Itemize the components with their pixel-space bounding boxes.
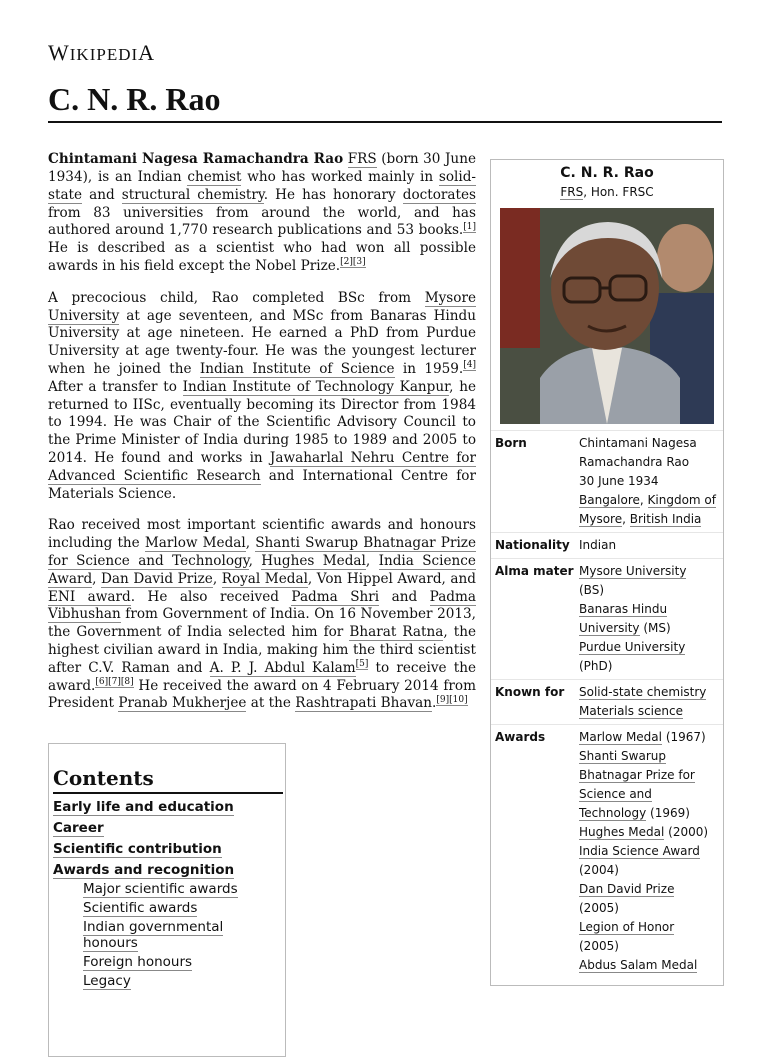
- ref-10[interactable]: [10]: [449, 694, 468, 705]
- infobox-row-awards: [491, 724, 723, 985]
- link-structural-chemistry[interactable]: structural chemistry: [121, 186, 264, 203]
- toc-item-scientific-contribution[interactable]: Scientific contribution: [53, 841, 222, 858]
- infobox-row-known-for: [491, 679, 723, 724]
- ref-7[interactable]: [7]: [108, 676, 121, 687]
- infobox-row-alma-mater: [491, 558, 723, 679]
- portrait-illustration: [500, 208, 714, 424]
- toc-subitem-governmental-honours[interactable]: Indian governmental honours: [83, 919, 224, 952]
- infobox-title: C. N. R. Rao: [560, 165, 654, 182]
- value-nationality: Indian: [579, 538, 617, 553]
- link-award-abdus-salam[interactable]: Abdus Salam Medal: [579, 958, 698, 973]
- label-known-for: Known for: [495, 685, 565, 700]
- link-bharat-ratna[interactable]: Bharat Ratna: [349, 624, 444, 641]
- label-awards: Awards: [495, 730, 546, 745]
- ref-9[interactable]: [9]: [436, 694, 450, 705]
- link-royal-medal[interactable]: Royal Medal: [221, 570, 308, 587]
- paragraph-intro: Chintamani Nagesa Ramachandra Rao FRS (born 30 June 1934), is an Indian chemist who has worked mainly in solid-state and structural chemistry. He has honorary doctorates from 83 universities from around the world, and has authored around 1,770 research publications and 53 books.[1] He is described as a scientist who had won all possible awards in his field except the Nobel Prize.[2][3]: [48, 151, 476, 274]
- link-rashtrapati-bhavan[interactable]: Rashtrapati Bhavan: [295, 695, 433, 712]
- link-bhatnagar-prize[interactable]: Shanti Swarup Bhatnagar Prize for Science and Technology: [48, 535, 476, 569]
- ref-5[interactable]: [5]: [355, 659, 369, 670]
- link-kingdom-of-mysore[interactable]: Kingdom of Mysore: [579, 493, 716, 527]
- paragraph-awards: Rao received most important scientific awards and honours including the Marlow Medal, Shanti Swarup Bhatnagar Prize for Science and Technology, Hughes Medal, India Science Award, Dan David Prize, Royal Medal, Von Hippel Award, and ENI award. He also received Padma Shri and Padma Vibhushan from Government of India. On 16 November 2013, the Government of India selected him for Bharat Ratna, the highest civilian award in India, making him the third scientist after C.V. Raman and A. P. J. Abdul Kalam[5] to receive the award.[6][7][8] He received the award on 4 February 2014 from President Pranab Mukherjee at the Rashtrapati Bhavan.[9][10]: [48, 517, 477, 712]
- link-alma-bhu[interactable]: Banaras Hindu University: [579, 602, 668, 636]
- toc-item-awards[interactable]: Awards and recognition: [53, 862, 235, 879]
- infobox-row-nationality: [491, 532, 723, 558]
- value-alma-mater: Mysore University (BS) Banaras Hindu University (MS) Purdue University (PhD): [579, 564, 687, 674]
- value-awards: Marlow Medal (1967) Shanti Swarup Bhatnagar Prize for Science and Technology (1969) Hughes Medal (2000) India Science Award (2004) Dan David Prize (2005) Legion of Honor (2005) Abdus Salam Medal: [579, 730, 709, 973]
- link-solid-state-chemistry[interactable]: Solid-state chemistry: [579, 685, 707, 700]
- ref-1[interactable]: [1]: [463, 221, 476, 232]
- ref-3[interactable]: [3]: [352, 257, 366, 268]
- toc-item-career[interactable]: Career: [53, 820, 104, 837]
- link-padma-shri[interactable]: Padma Shri: [291, 588, 380, 605]
- label-born: Born: [495, 436, 527, 451]
- link-dan-david-prize[interactable]: Dan David Prize: [101, 570, 213, 587]
- label-nationality: Nationality: [495, 538, 570, 553]
- subject-name: Chintamani Nagesa Ramachandra Rao: [48, 151, 344, 168]
- link-eni-award[interactable]: ENI award: [48, 588, 131, 605]
- link-padma-vibhushan[interactable]: Padma Vibhushan: [48, 588, 477, 623]
- link-chemist[interactable]: chemist: [187, 168, 242, 185]
- wikipedia-wordmark[interactable]: [48, 40, 722, 66]
- infobox-link-frs[interactable]: FRS: [560, 185, 584, 200]
- link-abdul-kalam[interactable]: A. P. J. Abdul Kalam: [209, 659, 356, 676]
- link-frs[interactable]: FRS: [347, 151, 377, 168]
- link-mysore-university[interactable]: Mysore University: [48, 289, 476, 324]
- link-award-marlow[interactable]: Marlow Medal: [579, 730, 662, 745]
- link-iisc[interactable]: Indian Institute of Science: [199, 360, 395, 377]
- link-award-dan-david[interactable]: Dan David Prize: [579, 882, 675, 897]
- ref-8[interactable]: [8]: [120, 676, 134, 687]
- value-known-for: [579, 683, 719, 721]
- table-of-contents: [48, 743, 286, 1057]
- ref-2[interactable]: [2]: [340, 257, 353, 268]
- toc-heading: Contents: [53, 766, 283, 794]
- infobox: [490, 159, 724, 986]
- value-born: Chintamani Nagesa Ramachandra Rao 30 June 1934 Bangalore, Kingdom of Mysore, British India: [579, 436, 716, 527]
- link-jncasr[interactable]: Jawaharlal Nehru Centre for Advanced Scientific Research: [48, 449, 476, 484]
- link-award-legion-of-honor[interactable]: Legion of Honor: [579, 920, 675, 935]
- ref-6[interactable]: [6]: [95, 676, 109, 687]
- link-alma-mysore[interactable]: Mysore University: [579, 564, 687, 579]
- infobox-subtitle: FRS, Hon. FRSC: [560, 185, 654, 200]
- link-award-india-science[interactable]: India Science Award: [579, 844, 700, 859]
- link-hughes-medal[interactable]: Hughes Medal: [261, 552, 366, 569]
- link-british-india[interactable]: British India: [629, 512, 702, 527]
- page-title: C. N. R. Rao: [48, 82, 722, 123]
- wordmark-last-letter: A: [138, 40, 156, 65]
- link-alma-purdue[interactable]: Purdue University: [579, 640, 686, 655]
- wordmark-first-letter: W: [48, 40, 70, 65]
- link-marlow-medal[interactable]: Marlow Medal: [144, 535, 246, 552]
- link-award-hughes[interactable]: Hughes Medal: [579, 825, 665, 840]
- ref-4[interactable]: [4]: [463, 360, 476, 371]
- toc-subitem-major-awards[interactable]: Major scientific awards: [83, 881, 238, 898]
- link-doctorates[interactable]: doctorates: [402, 186, 476, 203]
- link-bangalore[interactable]: Bangalore: [579, 493, 640, 508]
- toc-item-early-life[interactable]: Early life and education: [53, 799, 234, 816]
- link-solid-state[interactable]: solid-state: [48, 168, 476, 203]
- label-alma-mater: Alma mater: [495, 564, 574, 579]
- paragraph-early-life: A precocious child, Rao completed BSc from Mysore University at age seventeen, and MSc from Banaras Hindu University at age nineteen. He earned a PhD from Purdue University at age twenty-four. He was the youngest lecturer when he joined the Indian Institute of Science in 1959.[4] After a transfer to Indian Institute of Technology Kanpur, he returned to IISc, eventually becoming its Director from 1984 to 1994. He was Chair of the Scientific Advisory Council to the Prime Minister of India during 1985 to 1989 and 2005 to 2014. He found and works in Jawaharlal Nehru Centre for Advanced Scientific Research and International Centre for Materials Science.: [48, 289, 476, 502]
- toc-subitem-scientific-awards[interactable]: Scientific awards: [83, 900, 198, 917]
- link-iit-kanpur[interactable]: Indian Institute of Technology Kanpur: [182, 378, 450, 395]
- article-body: [48, 151, 476, 727]
- link-award-bhatnagar[interactable]: Shanti Swarup Bhatnagar Prize for Science and Technology: [579, 749, 695, 821]
- toc-subitem-legacy[interactable]: Legacy: [83, 973, 131, 990]
- link-materials-science[interactable]: Materials science: [579, 704, 683, 719]
- portrait-photo: [500, 208, 714, 424]
- wordmark-middle: IKIPEDI: [69, 45, 139, 64]
- link-india-science-award[interactable]: India Science Award: [48, 552, 476, 587]
- link-pranab-mukherjee[interactable]: Pranab Mukherjee: [118, 695, 247, 712]
- infobox-row-born: [491, 430, 723, 532]
- toc-subitem-foreign-honours[interactable]: Foreign honours: [83, 954, 193, 971]
- page-wrapper: [48, 40, 722, 990]
